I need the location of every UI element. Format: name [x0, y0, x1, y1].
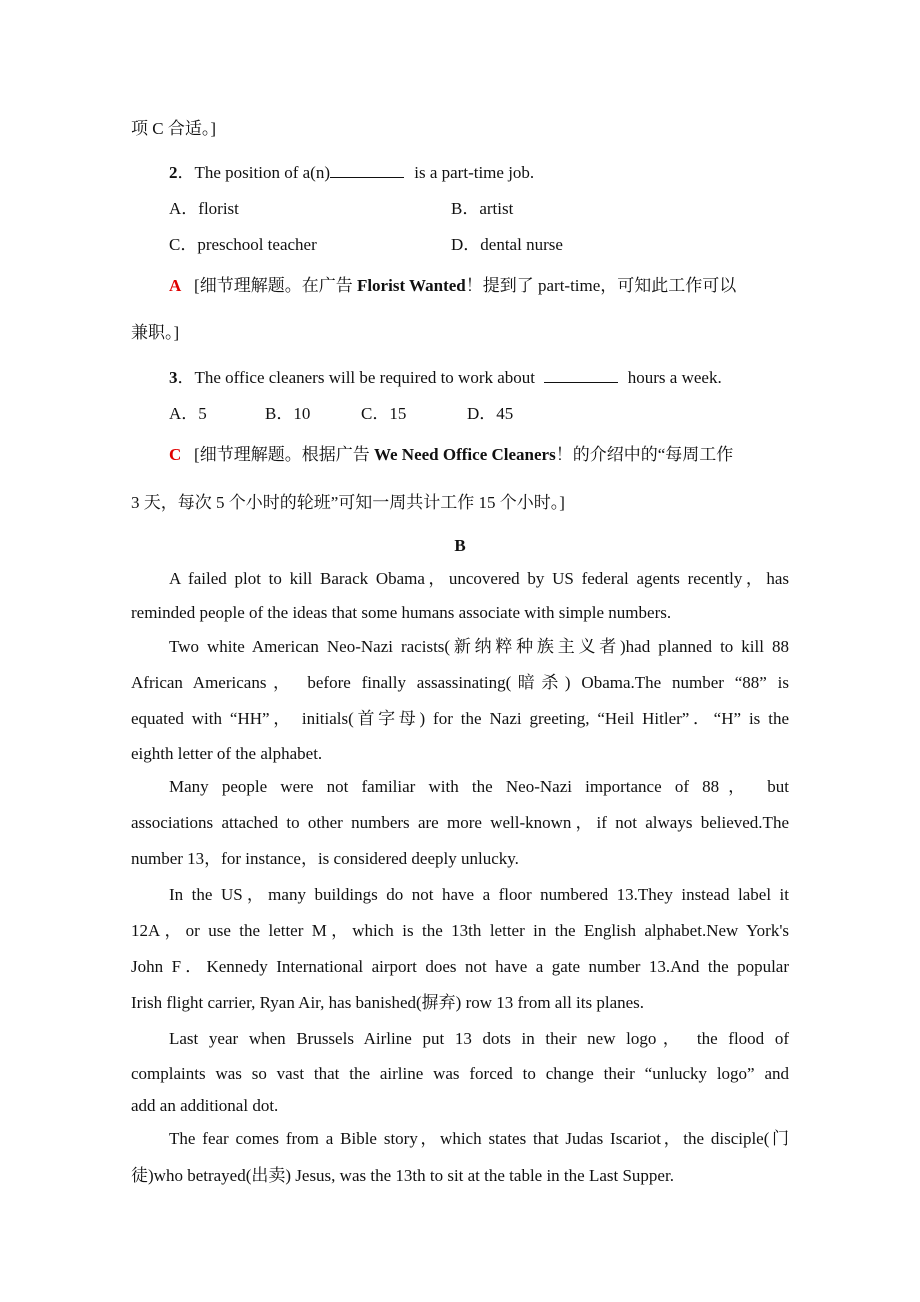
paragraph-6-line-2: 徒)who betrayed(出卖) Jesus, was the 13th to sit at the table in the Last Supper.	[131, 1166, 674, 1185]
question-3-explanation-line2: 3 天，每次 5 个小时的轮班”可知一周共计工作 15 个小时。]	[131, 493, 565, 512]
separator: ．	[177, 368, 195, 387]
paragraph-2-line-2: African Americans， before finally assassinating(暗杀) Obama.The number “88” is	[131, 673, 789, 692]
answer-key: C	[169, 445, 182, 464]
question-2-explanation	[169, 275, 736, 297]
paragraph-4-line-2: 12A，or use the letter M，which is the 13th letter in the English alphabet.New York's	[131, 921, 789, 940]
question-2-option-c: C．preschool teacher	[169, 235, 317, 254]
paragraph-4-line-4: Irish flight carrier, Ryan Air, has banished(摒弃) row 13 from all its planes.	[131, 993, 645, 1012]
option-letter: B	[265, 404, 277, 423]
option-text: florist	[198, 199, 239, 218]
previous-explanation-tail: 项 C 合适。]	[131, 119, 216, 138]
stem-before: The position of a(n)	[194, 163, 330, 182]
answer-blank	[544, 368, 618, 383]
explanation-prefix: [细节理解题。根据广告	[194, 445, 374, 464]
question-3-stem	[169, 367, 722, 389]
option-text: 5	[198, 404, 207, 423]
paragraph-5-line-1: Last year when Brussels Airline put 13 dots in their new logo， the flood of	[169, 1029, 789, 1048]
question-3-option-d: D．45	[467, 404, 514, 423]
option-letter: A	[169, 404, 182, 423]
explanation-bold: Florist Wanted	[356, 276, 466, 295]
paragraph-5-line-3: add an additional dot.	[131, 1096, 279, 1115]
paragraph-2-line-3: equated with “HH”， initials(首字母) for the Nazi greeting, “Heil Hitler”．“H” is the	[131, 709, 789, 728]
option-text: artist	[479, 199, 514, 218]
explanation-bold: We Need Office Cleaners	[373, 445, 556, 464]
question-2-stem	[169, 162, 534, 184]
option-letter: D	[451, 235, 464, 254]
stem-after: hours a week.	[627, 368, 722, 387]
option-letter: D	[467, 404, 480, 423]
separator: ．	[177, 163, 195, 182]
option-letter: B	[451, 199, 463, 218]
option-letter: A	[169, 199, 182, 218]
paragraph-2-line-1: Two white American Neo-Nazi racists(新纳粹种族主义者)had planned to kill 88	[169, 637, 789, 656]
explanation-suffix: ！的介绍中的“每周工作	[555, 445, 734, 464]
explanation-prefix: [细节理解题。在广告	[194, 276, 357, 295]
paragraph-4-line-3: John F．Kennedy International airport does not have a gate number 13.And the popular	[131, 957, 789, 976]
question-number: 3	[169, 368, 178, 387]
stem-after: is a part-time job.	[414, 163, 535, 182]
section-title: B	[454, 536, 466, 555]
paragraph-6-line-1: The fear comes from a Bible story，which states that Judas Iscariot，the disciple(门	[169, 1129, 789, 1148]
paragraph-1-line-1: A failed plot to kill Barack Obama，uncovered by US federal agents recently，has	[169, 569, 789, 588]
question-3-option-c: C．15	[361, 404, 407, 423]
option-text: dental nurse	[480, 235, 563, 254]
option-text: 10	[293, 404, 311, 423]
option-letter: C	[169, 235, 181, 254]
paragraph-3-line-3: number 13，for instance，is considered deeply unlucky.	[131, 849, 519, 868]
paragraph-1-line-2: reminded people of the ideas that some humans associate with simple numbers.	[131, 603, 672, 622]
question-2-option-b: B．artist	[451, 199, 514, 218]
option-text: 15	[389, 404, 407, 423]
paragraph-3-line-2: associations attached to other numbers are more well-known，if not always believed.The	[131, 813, 789, 832]
question-3-explanation	[169, 444, 733, 466]
answer-key: A	[169, 276, 182, 295]
explanation-suffix: ！提到了 part-time，可知此工作可以	[465, 276, 737, 295]
question-2-option-d: D．dental nurse	[451, 235, 563, 254]
stem-before: The office cleaners will be required to work about	[194, 368, 535, 387]
paragraph-2-line-4: eighth letter of the alphabet.	[131, 744, 323, 763]
paragraph-3-line-1: Many people were not familiar with the Neo-Nazi importance of 88， but	[169, 777, 789, 796]
question-2-option-a: A．florist	[169, 199, 239, 218]
question-3-option-a: A．5	[169, 404, 207, 423]
question-2-explanation-line2: 兼职。]	[131, 323, 180, 342]
answer-blank	[330, 163, 404, 178]
option-text: 45	[496, 404, 514, 423]
question-number: 2	[169, 163, 178, 182]
option-letter: C	[361, 404, 373, 423]
question-3-option-b: B．10	[265, 404, 311, 423]
option-text: preschool teacher	[197, 235, 317, 254]
paragraph-4-line-1: In the US，many buildings do not have a floor numbered 13.They instead label it	[169, 885, 789, 904]
paragraph-5-line-2: complaints was so vast that the airline was forced to change their “unlucky logo” and	[131, 1064, 789, 1083]
